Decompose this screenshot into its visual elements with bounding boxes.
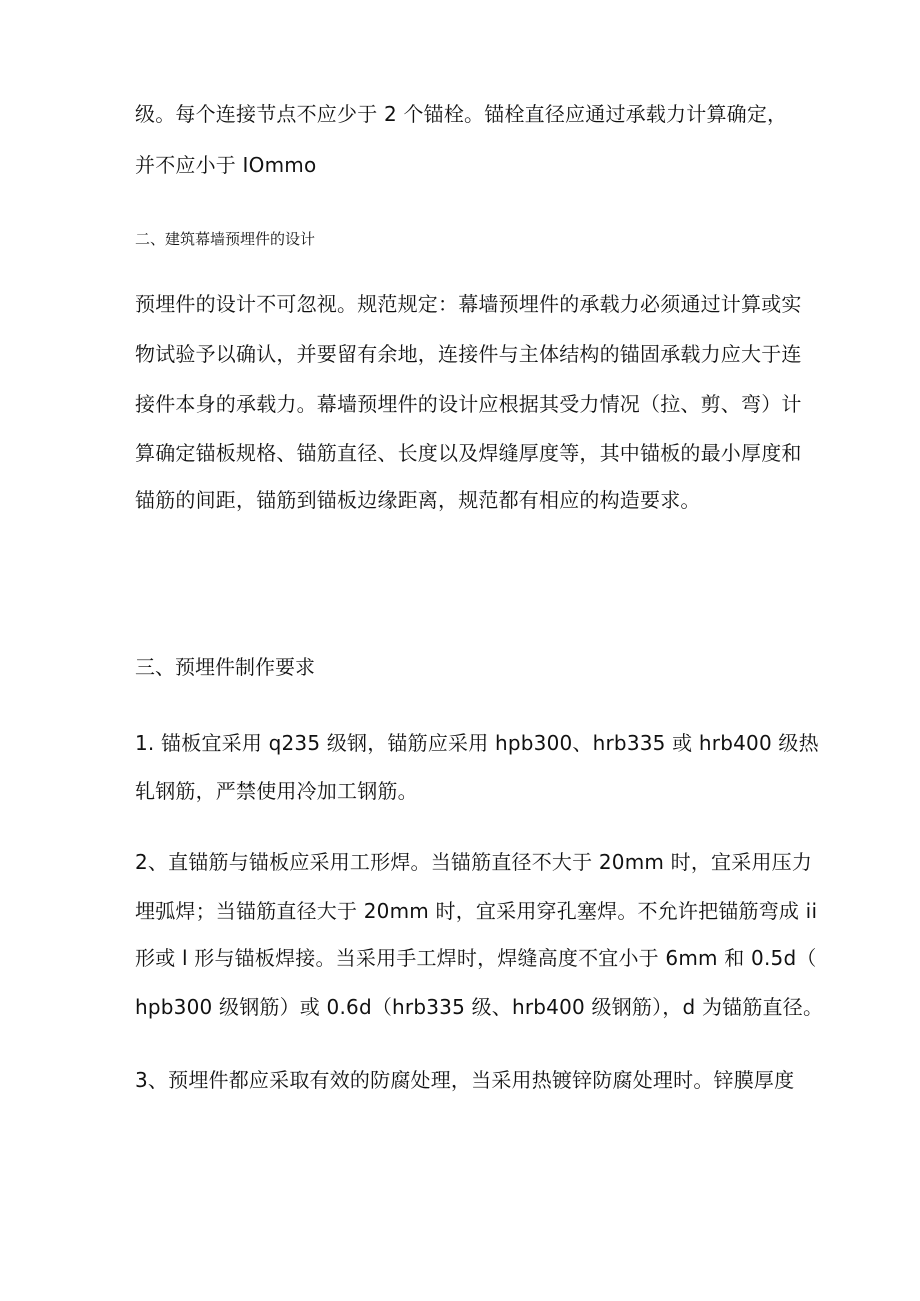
section-2-line-5: 锚筋的间距，锚筋到锚板边缘距离，规范都有相应的构造要求。 bbox=[135, 488, 701, 512]
item-2-line-3: 形或 l 形与锚板焊接。当采用手工焊时，焊缝高度不宜小于 6mm 和 0.5d（ bbox=[135, 946, 817, 970]
section-3-heading: 三、预埋件制作要求 bbox=[135, 655, 315, 679]
item-2-line-2: 埋弧焊；当锚筋直径大于 20mm 时，宜采用穿孔塞焊。不允许把锚筋弯成 ii bbox=[135, 899, 818, 923]
item-1-line-1: 1. 锚板宜采用 q235 级钢，锚筋应采用 hpb300、hrb335 或 hrb400 级热 bbox=[135, 731, 819, 755]
item-2-line-1: 2、直锚筋与锚板应采用工形焊。当锚筋直径不大于 20mm 时，宜采用压力 bbox=[135, 850, 813, 874]
section-2-line-2: 物试验予以确认，并要留有余地，连接件与主体结构的锚固承载力应大于连 bbox=[135, 342, 802, 366]
section-2-line-1: 预埋件的设计不可忽视。规范规定：幕墙预埋件的承载力必须通过计算或实 bbox=[135, 292, 802, 316]
item-2-line-4: hpb300 级钢筋）或 0.6d（hrb335 级、hrb400 级钢筋），d 为锚筋直径。 bbox=[135, 995, 824, 1019]
item-3-line-1: 3、预埋件都应采取有效的防腐处理，当采用热镀锌防腐处理时。锌膜厚度 bbox=[135, 1068, 795, 1092]
intro-line-2: 并不应小于 IOmmo bbox=[135, 153, 317, 177]
section-2-line-3: 接件本身的承载力。幕墙预埋件的设计应根据其受力情况（拉、剪、弯）计 bbox=[135, 392, 802, 416]
item-1-line-2: 轧钢筋，严禁使用冷加工钢筋。 bbox=[135, 779, 418, 803]
section-2-line-4: 算确定锚板规格、锚筋直径、长度以及焊缝厚度等，其中锚板的最小厚度和 bbox=[135, 441, 802, 465]
intro-line-1: 级。每个连接节点不应少于 2 个锚栓。锚栓直径应通过承载力计算确定， bbox=[135, 102, 788, 126]
section-2-heading: 二、建筑幕墙预埋件的设计 bbox=[135, 230, 316, 248]
